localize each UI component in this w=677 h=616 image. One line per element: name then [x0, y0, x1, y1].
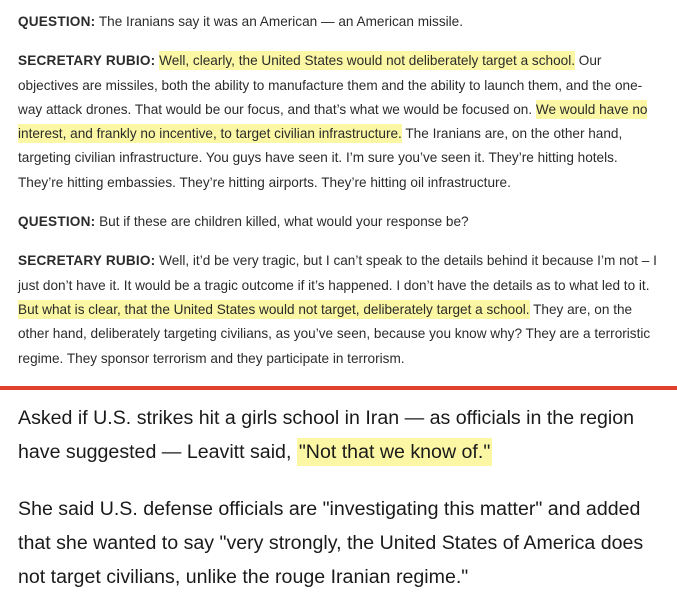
speaker-label: QUESTION:	[18, 214, 96, 230]
article-paragraph-2: She said U.S. defense officials are "investigating this matter" and added that she wanted to say "very strongly, the United States of America does not target civilians, unlike the rouge Iranian regime."	[18, 498, 644, 588]
answer-1	[18, 49, 659, 195]
highlighted-quote: "Not that we know of."	[297, 438, 492, 466]
highlighted-text: Well, clearly, the United States would not deliberately target a school.	[159, 53, 576, 69]
answer-text: Our objectives are missiles, both the ability to manufacture them and the ability to launch them, and the one-way attack drones. That would be our focus, and that’s what we would be focused on.	[18, 53, 643, 117]
speaker-label: QUESTION:	[18, 14, 96, 29]
answer-2	[18, 249, 659, 370]
article-paragraph-1	[18, 401, 668, 469]
article-excerpt	[18, 401, 668, 594]
answer-text: Well, it’d be very tragic, but I can’t speak to the details behind it because I’m not – I just don’t have it. It would be a tragic outcome if it’s happened. I don’t have the details as to what led to it.	[18, 253, 657, 293]
speaker-label: SECRETARY RUBIO:	[18, 53, 156, 69]
divider-line	[0, 386, 677, 390]
question-1	[18, 10, 659, 34]
speaker-label: SECRETARY RUBIO:	[18, 253, 156, 269]
question-text: The Iranians say it was an American — an American missile.	[98, 14, 464, 29]
answer-text: They are, on the other hand, deliberately targeting civilians, as you’ve seen, because you know why? They are a terroristic regime. They sponsor terrorism and they participate in terrorism.	[18, 301, 651, 366]
question-2	[18, 210, 659, 234]
highlighted-text: But what is clear, that the United States would not target, deliberately target a school.	[18, 301, 530, 317]
question-text: But if these are children killed, what would your response be?	[99, 214, 469, 230]
answer-text: The Iranians are, on the other hand, targeting civilian infrastructure. You guys have seen it. I’m sure you’ve seen it. They’re hitting hotels. They’re hitting embassies. They’re hitting airports. They’re hitting oil infrastructure.	[18, 126, 623, 190]
article-text: Asked if U.S. strikes hit a girls school in Iran — as officials in the region have suggested — Leavitt said,	[18, 407, 635, 463]
highlighted-text: We would have no interest, and frankly no incentive, to target civilian infrastructure.	[18, 101, 648, 142]
